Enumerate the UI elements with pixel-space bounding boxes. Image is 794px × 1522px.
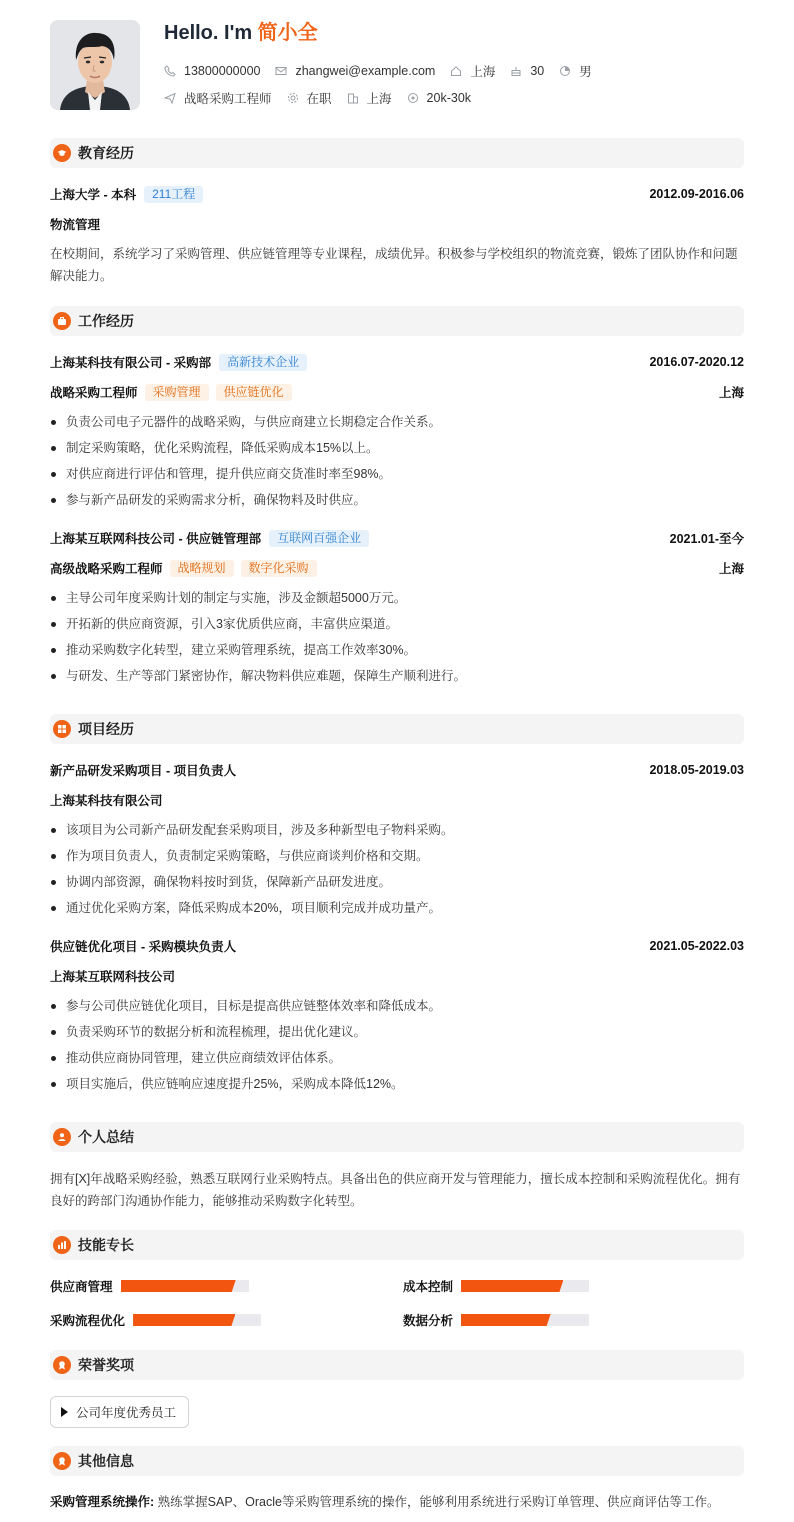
work-company: 上海某互联网科技公司 - 供应链管理部 [50,532,262,546]
award-label: 公司年度优秀员工 [76,1406,177,1420]
job-intent-row [164,89,486,107]
list-item: 推动供应商协同管理，建立供应商绩效评估体系。 [50,1045,744,1071]
work-period: 2016.07-2020.12 [649,355,744,369]
school-tag: 211工程 [144,186,203,203]
school-name: 上海大学 - 本科 [50,188,137,202]
candidate-name: 简小全 [257,22,318,44]
target-position-item [164,89,272,107]
list-item: 推动采购数字化转型，建立采购管理系统，提高工作效率30%。 [50,637,744,663]
section-title: 个人总结 [78,1129,134,1145]
graduation-cap-icon [53,144,71,162]
skill-bar-fill [133,1314,235,1326]
other-info-text: 熟练掌握SAP、Oracle等采购管理系统的操作，能够利用系统进行采购订单管理、供应商评估等工作。 [157,1495,720,1509]
project-company: 上海某科技有限公司 [50,794,163,808]
gender-icon [559,65,571,77]
list-item: 通过优化采购方案，降低采购成本20%，项目顺利完成并成功量产。 [50,895,744,921]
education-description: 在校期间，系统学习了采购管理、供应链管理等专业课程，成绩优异。积极参与学校组织的物流竞赛，锻炼了团队协作和问题解决能力。 [50,247,738,283]
list-item: 作为项目负责人，负责制定采购策略，与供应商谈判价格和交期。 [50,843,744,869]
skill-bar [121,1280,249,1292]
skill-item [403,1311,589,1329]
work-company-row [50,352,744,372]
skill-bar-fill [121,1280,236,1292]
list-item: 该项目为公司新产品研发配套采购项目，涉及多种新型电子物料采购。 [50,817,744,843]
work-location: 上海 [718,386,744,400]
skill-tag: 战略规划 [170,560,234,577]
phone-icon [164,65,176,77]
skill-bar [461,1314,589,1326]
user-icon [53,1128,71,1146]
gender-item [559,62,592,80]
project-company: 上海某互联网科技公司 [50,970,176,984]
grid-icon [53,720,71,738]
list-item: 对供应商进行评估和管理，提升供应商交货准时率至98%。 [50,461,744,487]
section-title: 其他信息 [78,1453,134,1469]
skill-item [50,1277,249,1295]
section-title: 项目经历 [78,721,134,737]
work-position: 战略采购工程师 [50,386,138,400]
summary-text: 拥有[X]年战略采购经验，熟悉互联网行业采购特点。具备出色的供应商开发与管理能力，擅长成本控制和采购流程优化。拥有良好的跨部门沟通协作能力，能够推动采购数字化转型。 [50,1172,741,1208]
other-info-label: 采购管理系统操作: [50,1495,155,1509]
skill-bar [461,1280,589,1292]
status-item [287,89,332,107]
project-period: 2021.05-2022.03 [649,939,744,953]
project-period: 2018.05-2019.03 [649,763,744,777]
cake-icon [510,65,522,77]
work-position-row [50,382,744,402]
phone-item [164,64,260,78]
section-education-header [50,138,744,168]
list-item: 主导公司年度采购计划的制定与实施，涉及金额超5000万元。 [50,585,744,611]
list-item: 参与新产品研发的采购需求分析，确保物料及时供应。 [50,487,744,513]
skill-bar [133,1314,261,1326]
education-period: 2012.09-2016.06 [649,187,744,201]
building-icon [347,92,359,104]
company-tag: 互联网百强企业 [269,530,369,547]
work-period: 2021.01-至今 [669,532,744,546]
work-position: 高级战略采购工程师 [50,562,163,576]
skill-item [403,1277,589,1295]
section-other-header [50,1446,744,1476]
age-item [510,64,544,78]
work-position-row [50,558,744,578]
list-item: 负责采购环节的数据分析和流程梳理，提出优化建议。 [50,1019,744,1045]
section-title: 技能专长 [78,1237,134,1253]
city-value: 上海 [470,65,496,79]
target-city-item [347,89,392,107]
coin-icon [407,92,419,104]
other-info-row [50,1492,744,1512]
email-item [275,64,435,78]
greeting-title [164,20,318,46]
major-name: 物流管理 [50,218,101,232]
resume-header [50,20,744,112]
status-value: 在职 [306,92,332,106]
briefcase-icon [53,312,71,330]
gear-icon [287,92,299,104]
work-bullets [50,585,744,689]
skill-bar-fill [461,1280,563,1292]
project-title: 新产品研发采购项目 - 项目负责人 [50,764,237,778]
project-company-row [50,966,744,986]
award-icon [53,1356,71,1374]
target-position-value: 战略采购工程师 [184,92,272,106]
skill-name: 供应商管理 [50,1280,113,1294]
section-skills-header [50,1230,744,1260]
info-icon [53,1452,71,1470]
list-item: 项目实施后，供应链响应速度提升25%，采购成本降低12%。 [50,1071,744,1097]
work-bullets [50,409,744,513]
work-company-row [50,528,744,548]
gender-value: 男 [579,65,592,79]
skill-tag: 采购管理 [145,384,209,401]
age-value: 30 [530,64,545,78]
section-projects-header [50,714,744,744]
greeting-text: Hello. I'm [164,22,258,44]
email-value: zhangwei@example.com [295,64,436,78]
bar-chart-icon [53,1236,71,1254]
project-title-row [50,936,744,956]
work-company: 上海某科技有限公司 - 采购部 [50,356,212,370]
salary-item [407,91,471,105]
award-item[interactable] [50,1396,189,1428]
skill-bar-fill [461,1314,551,1326]
list-item: 负责公司电子元器件的战略采购，与供应商建立长期稳定合作关系。 [50,409,744,435]
section-work-header [50,306,744,336]
skill-name: 数据分析 [403,1314,454,1328]
avatar [50,20,140,110]
play-icon [61,1407,68,1417]
list-item: 协调内部资源，确保物料按时到货，保障新产品研发进度。 [50,869,744,895]
work-location: 上海 [718,562,744,576]
education-school-row [50,184,744,204]
mail-icon [275,65,287,77]
skill-name: 成本控制 [403,1280,454,1294]
company-tag: 高新技术企业 [219,354,307,371]
phone-value: 13800000000 [184,64,261,78]
project-title: 供应链优化项目 - 采购模块负责人 [50,940,237,954]
section-title: 荣誉奖项 [78,1357,134,1373]
project-bullets [50,993,744,1097]
section-honors-header [50,1350,744,1380]
section-title: 工作经历 [78,313,134,329]
list-item: 开拓新的供应商资源，引入3家优质供应商，丰富供应渠道。 [50,611,744,637]
section-summary-header [50,1122,744,1152]
list-item: 参与公司供应链优化项目，目标是提高供应链整体效率和降低成本。 [50,993,744,1019]
salary-value: 20k-30k [426,91,472,105]
project-title-row [50,760,744,780]
skill-tag: 供应链优化 [216,384,292,401]
education-major-row [50,214,744,234]
skill-tag: 数字化采购 [241,560,317,577]
list-item: 与研发、生产等部门紧密协作，解决物料供应难题，保障生产顺利进行。 [50,663,744,689]
plane-icon [164,92,176,104]
section-title: 教育经历 [78,145,134,161]
contact-row [164,62,607,80]
project-bullets [50,817,744,921]
resume-page [50,0,744,1522]
target-city-value: 上海 [366,92,392,106]
project-company-row [50,790,744,810]
home-icon [450,65,462,77]
list-item: 制定采购策略，优化采购流程，降低采购成本15%以上。 [50,435,744,461]
skill-item [50,1311,261,1329]
city-item [450,62,495,80]
skill-name: 采购流程优化 [50,1314,126,1328]
